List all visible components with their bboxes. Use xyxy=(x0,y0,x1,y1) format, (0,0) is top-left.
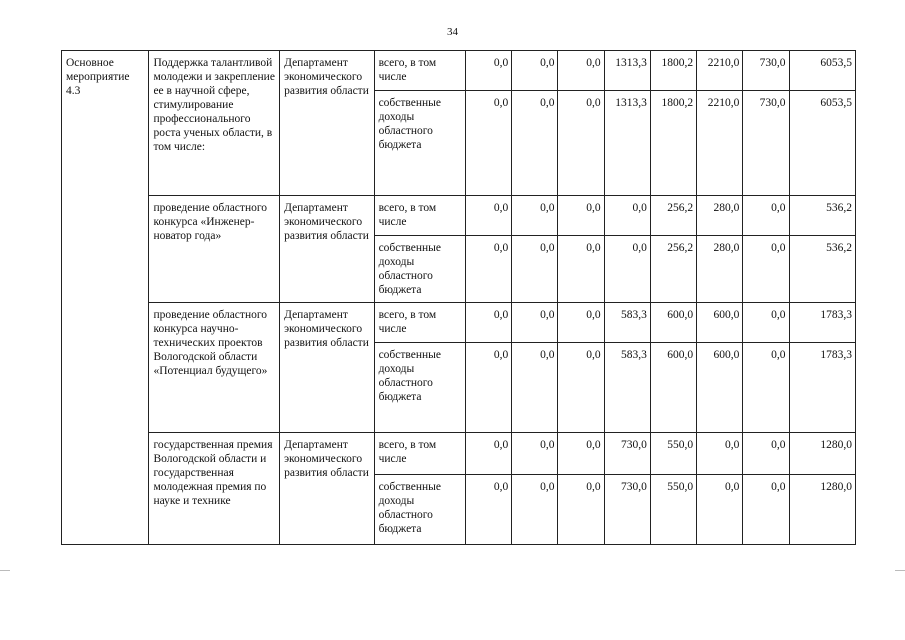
value-cell: 0,0 xyxy=(512,236,558,303)
value-cell: 0,0 xyxy=(697,433,743,475)
table-row xyxy=(62,51,856,91)
value-cell: 1313,3 xyxy=(604,91,650,196)
activity-description: проведение областного конкурса научно-технических проектов Вологодской области «Потенциал будущего» xyxy=(149,303,280,433)
value-cell: 1800,2 xyxy=(650,51,696,91)
value-cell: 0,0 xyxy=(558,51,604,91)
value-cell: 0,0 xyxy=(466,303,512,343)
table-row xyxy=(62,433,856,475)
total-cell: 6053,5 xyxy=(789,91,855,196)
value-cell: 0,0 xyxy=(558,343,604,433)
value-cell: 0,0 xyxy=(466,196,512,236)
value-cell: 730,0 xyxy=(604,433,650,475)
scan-edge-mark xyxy=(0,570,10,571)
value-cell: 280,0 xyxy=(697,236,743,303)
funding-source: собственные доходы областного бюджета xyxy=(374,91,465,196)
table-row xyxy=(62,196,856,236)
value-cell: 0,0 xyxy=(697,475,743,545)
value-cell: 0,0 xyxy=(512,91,558,196)
value-cell: 0,0 xyxy=(512,343,558,433)
funding-source: всего, в том числе xyxy=(374,433,465,475)
value-cell: 1313,3 xyxy=(604,51,650,91)
value-cell: 280,0 xyxy=(697,196,743,236)
value-cell: 0,0 xyxy=(558,303,604,343)
department-cell: Департамент экономического развития области xyxy=(280,51,374,196)
value-cell: 0,0 xyxy=(466,433,512,475)
budget-table xyxy=(61,50,856,545)
table-row xyxy=(62,303,856,343)
funding-source: всего, в том числе xyxy=(374,51,465,91)
value-cell: 2210,0 xyxy=(697,91,743,196)
funding-source: собственные доходы областного бюджета xyxy=(374,343,465,433)
value-cell: 1800,2 xyxy=(650,91,696,196)
total-cell: 1783,3 xyxy=(789,343,855,433)
funding-source: собственные доходы областного бюджета xyxy=(374,236,465,303)
value-cell: 0,0 xyxy=(743,433,789,475)
value-cell: 0,0 xyxy=(558,91,604,196)
value-cell: 600,0 xyxy=(697,343,743,433)
activity-description: государственная премия Вологодской области и государственная молодежная премия по науке и технике xyxy=(149,433,280,545)
value-cell: 0,0 xyxy=(466,236,512,303)
value-cell: 0,0 xyxy=(558,236,604,303)
value-cell: 0,0 xyxy=(743,303,789,343)
value-cell: 0,0 xyxy=(512,51,558,91)
value-cell: 0,0 xyxy=(604,196,650,236)
total-cell: 536,2 xyxy=(789,196,855,236)
value-cell: 550,0 xyxy=(650,433,696,475)
value-cell: 0,0 xyxy=(558,433,604,475)
value-cell: 2210,0 xyxy=(697,51,743,91)
activity-description: Поддержка талантливой молодежи и закрепление ее в научной сфере, стимулирование профессионального роста ученых области, в том числе: xyxy=(149,51,280,196)
value-cell: 730,0 xyxy=(743,51,789,91)
value-cell: 583,3 xyxy=(604,303,650,343)
value-cell: 600,0 xyxy=(650,303,696,343)
department-cell: Департамент экономического развития области xyxy=(280,303,374,433)
funding-source: всего, в том числе xyxy=(374,303,465,343)
value-cell: 0,0 xyxy=(743,196,789,236)
funding-source: собственные доходы областного бюджета xyxy=(374,475,465,545)
value-cell: 0,0 xyxy=(512,196,558,236)
value-cell: 0,0 xyxy=(466,51,512,91)
value-cell: 0,0 xyxy=(743,343,789,433)
value-cell: 256,2 xyxy=(650,236,696,303)
value-cell: 0,0 xyxy=(604,236,650,303)
value-cell: 730,0 xyxy=(743,91,789,196)
activity-label: Основное мероприятие 4.3 xyxy=(62,51,149,545)
value-cell: 550,0 xyxy=(650,475,696,545)
funding-source: всего, в том числе xyxy=(374,196,465,236)
total-cell: 1280,0 xyxy=(789,475,855,545)
value-cell: 0,0 xyxy=(743,475,789,545)
value-cell: 0,0 xyxy=(512,475,558,545)
total-cell: 6053,5 xyxy=(789,51,855,91)
department-cell: Департамент экономического развития области xyxy=(280,433,374,545)
value-cell: 0,0 xyxy=(558,475,604,545)
activity-description: проведение областного конкурса «Инженер-новатор года» xyxy=(149,196,280,303)
value-cell: 600,0 xyxy=(697,303,743,343)
value-cell: 0,0 xyxy=(558,196,604,236)
scan-edge-mark xyxy=(895,570,905,571)
value-cell: 0,0 xyxy=(466,91,512,196)
value-cell: 0,0 xyxy=(466,343,512,433)
value-cell: 583,3 xyxy=(604,343,650,433)
value-cell: 600,0 xyxy=(650,343,696,433)
value-cell: 730,0 xyxy=(604,475,650,545)
total-cell: 1280,0 xyxy=(789,433,855,475)
value-cell: 0,0 xyxy=(743,236,789,303)
total-cell: 1783,3 xyxy=(789,303,855,343)
total-cell: 536,2 xyxy=(789,236,855,303)
value-cell: 0,0 xyxy=(512,303,558,343)
value-cell: 0,0 xyxy=(466,475,512,545)
value-cell: 256,2 xyxy=(650,196,696,236)
department-cell: Департамент экономического развития области xyxy=(280,196,374,303)
page-number: 34 xyxy=(447,26,458,38)
value-cell: 0,0 xyxy=(512,433,558,475)
